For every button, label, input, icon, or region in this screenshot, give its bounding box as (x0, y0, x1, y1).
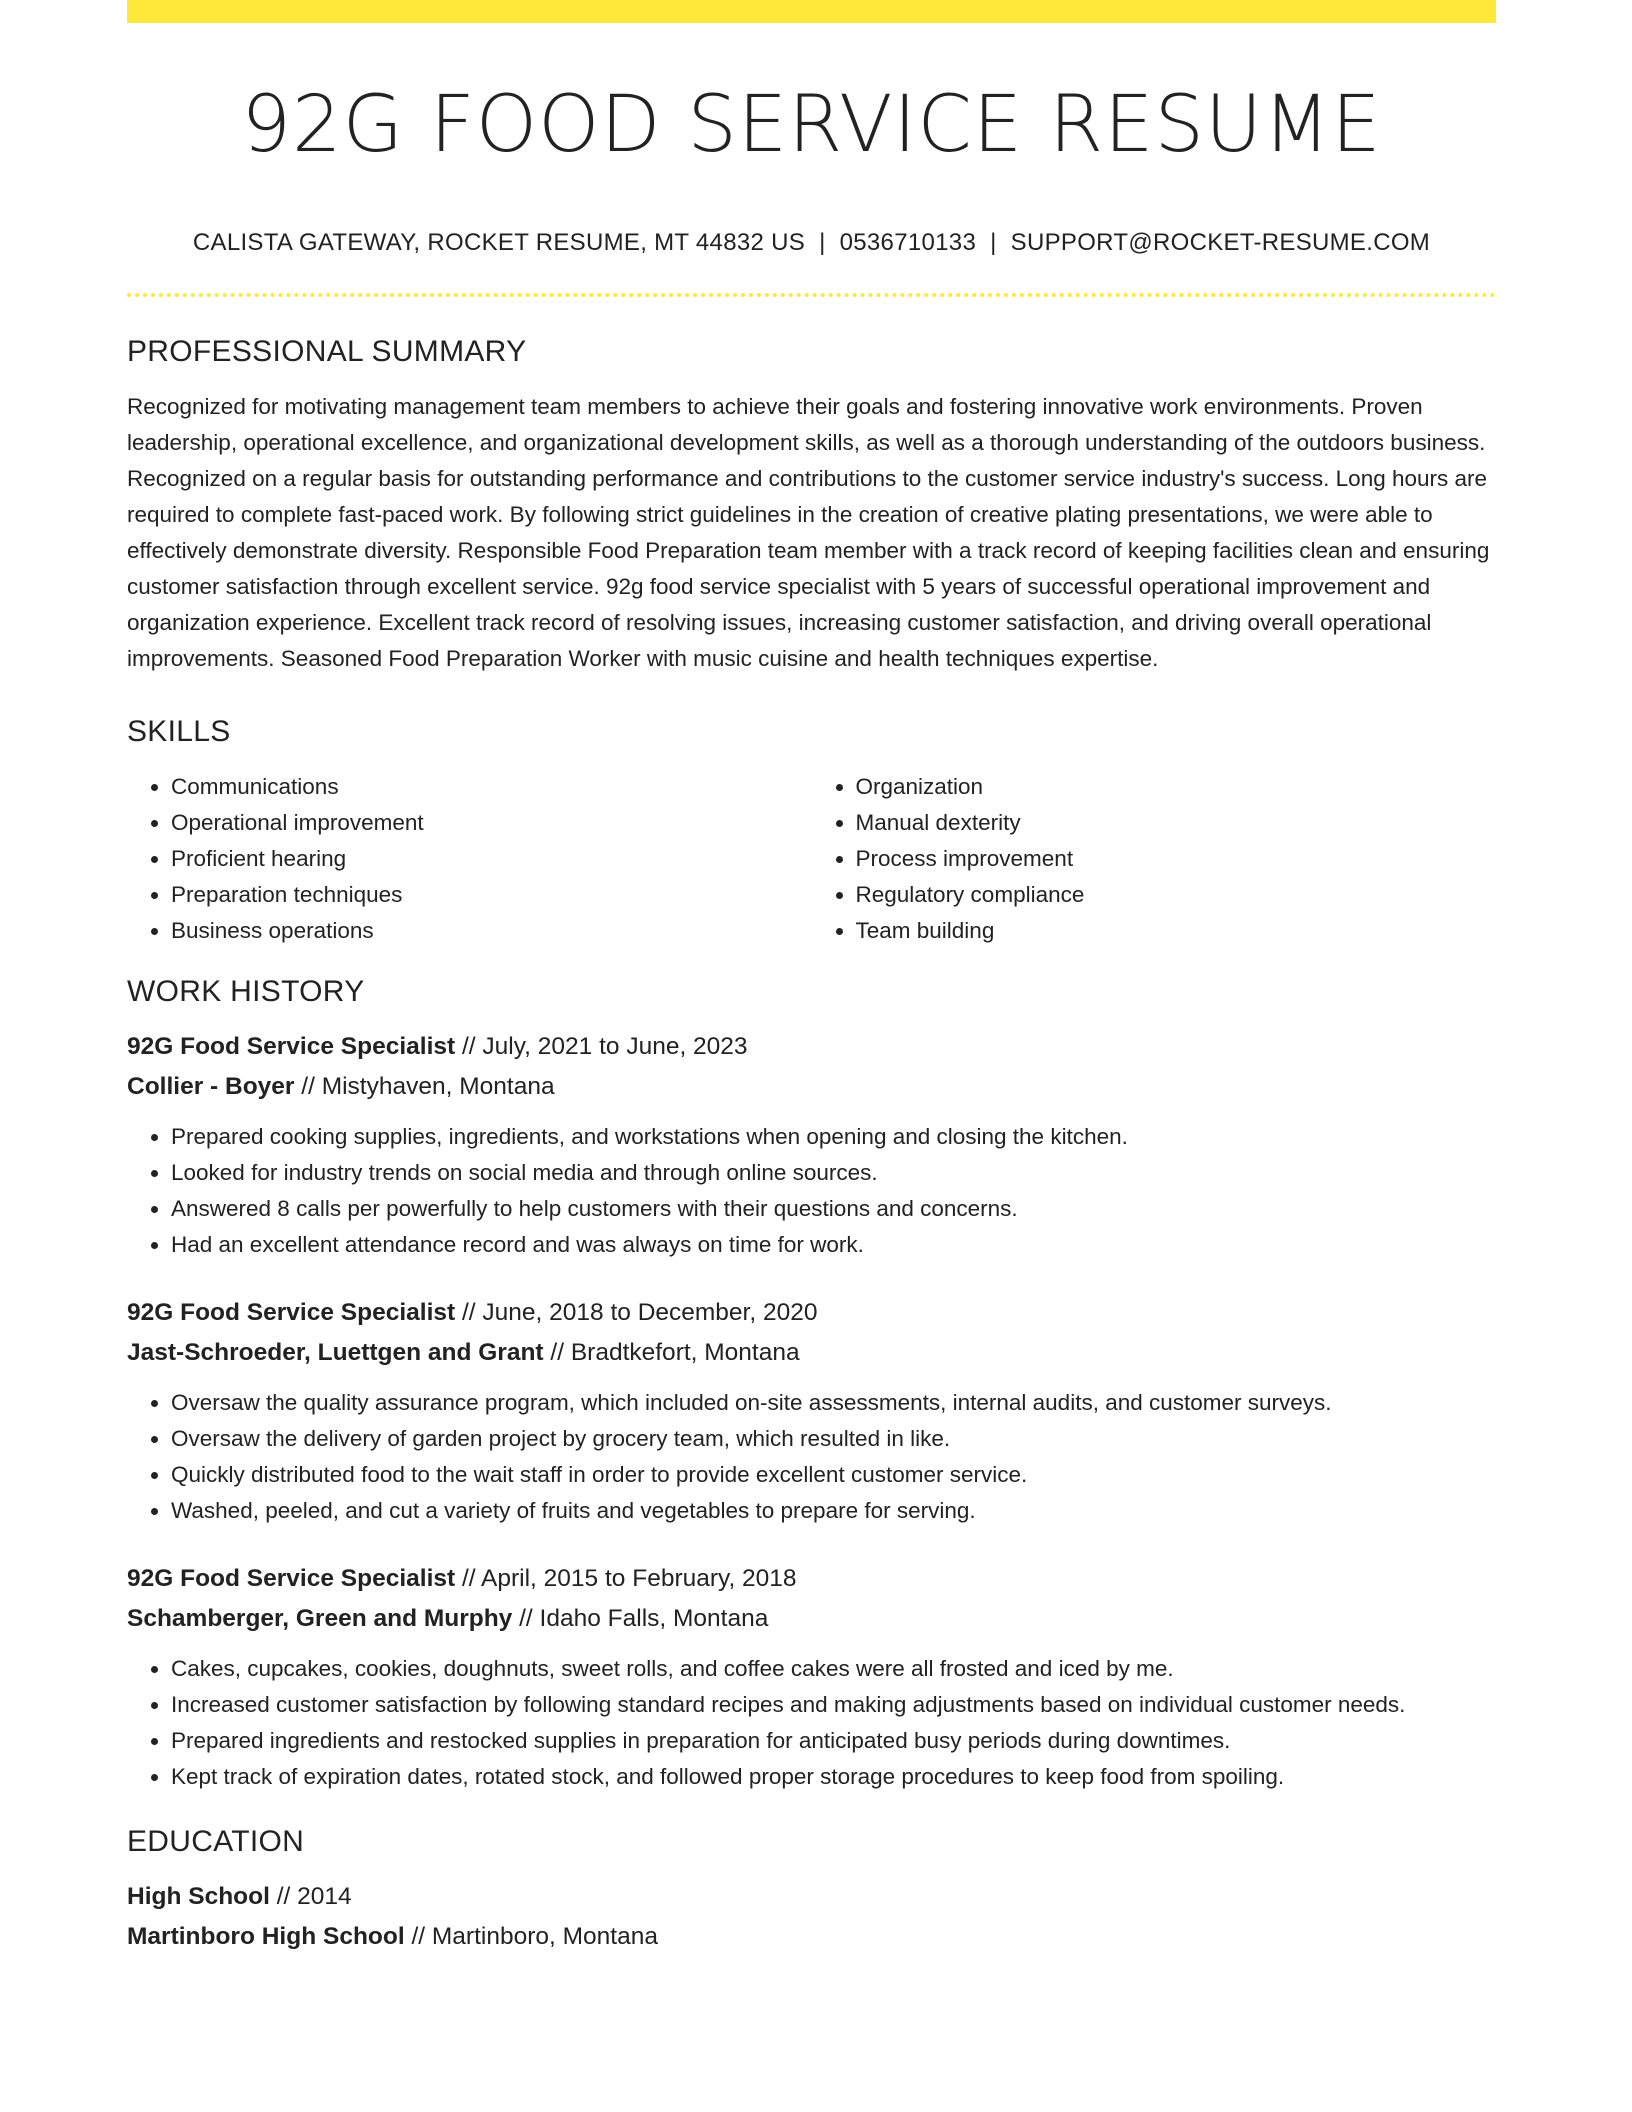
skill-item: • Communications (171, 769, 812, 805)
skills-heading: SKILLS (127, 714, 231, 748)
skill-item: • Operational improvement (171, 805, 812, 841)
job-entry (127, 1559, 1496, 1795)
job-bullet: • Increased customer satisfaction by following standard recipes and making adjustments based on individual customer needs. (171, 1687, 1496, 1723)
skills-column-right (812, 769, 1497, 949)
skill-item: • Proficient hearing (171, 841, 812, 877)
job-title-line (127, 1027, 1496, 1067)
summary-text: Recognized for motivating management team members to achieve their goals and fostering innovative work environments. Proven leadership, operational excellence, and organizational development skills, as well as a thorough understanding of the outdoors business. Recognized on a regular basis for outstanding performance and contributions to the customer service industry's success. Long hours are required to complete fast-paced work. By following strict guidelines in the creation of creative plating presentations, we were able to effectively demonstrate diversity. Responsible Food Preparation team member with a track record of keeping facilities clean and ensuring customer satisfaction through excellent service. 92g food service specialist with 5 years of successful operational improvement and organization experience. Excellent track record of resolving issues, increasing customer satisfaction, and driving overall operational improvements. Seasoned Food Preparation Worker with music cuisine and health techniques expertise. (127, 393, 1490, 671)
skill-item: • Business operations (171, 913, 812, 949)
job-location: // Idaho Falls, Montana (512, 1604, 769, 1632)
job-company-line (127, 1067, 1496, 1107)
job-bullet: • Oversaw the quality assurance program, which included on-site assessments, internal audits, and customer surveys. (171, 1385, 1496, 1421)
job-bullet: • Prepared cooking supplies, ingredients, and workstations when opening and closing the kitchen. (171, 1119, 1496, 1155)
job-title-line (127, 1293, 1496, 1333)
job-entry (127, 1293, 1496, 1529)
skill-item: • Organization (856, 769, 1497, 805)
job-bullet: • Oversaw the delivery of garden project by grocery team, which resulted in like. (171, 1421, 1496, 1457)
job-location: // Mistyhaven, Montana (294, 1072, 555, 1100)
resume-page (127, 0, 1496, 1957)
job-dates: // April, 2015 to February, 2018 (455, 1564, 797, 1592)
job-bullet: • Cakes, cupcakes, cookies, doughnuts, sweet rolls, and coffee cakes were all frosted and iced by me. (171, 1651, 1496, 1687)
address: CALISTA GATEWAY, ROCKET RESUME, MT 44832 US (192, 228, 806, 256)
skill-item: • Team building (856, 913, 1497, 949)
skill-item: • Manual dexterity (856, 805, 1497, 841)
job-bullet: • Washed, peeled, and cut a variety of fruits and vegetables to prepare for serving. (171, 1493, 1496, 1529)
dotted-divider (127, 293, 1496, 297)
email: SUPPORT@ROCKET-RESUME.COM (1010, 228, 1431, 256)
job-title-line (127, 1559, 1496, 1599)
job-bullets (127, 1651, 1496, 1795)
job-dates: // July, 2021 to June, 2023 (455, 1032, 748, 1060)
job-bullet: • Kept track of expiration dates, rotated stock, and followed proper storage procedures to keep food from spoiling. (171, 1759, 1496, 1795)
education-location: // Martinboro, Montana (404, 1922, 658, 1950)
education-degree-line (127, 1877, 1496, 1917)
job-company: Schamberger, Green and Murphy (127, 1604, 513, 1632)
resume-title: 92G FOOD SERVICE RESUME (241, 80, 1382, 170)
phone: 0536710133 (839, 228, 977, 256)
skill-item: • Process improvement (856, 841, 1497, 877)
education-school: Martinboro High School (127, 1922, 405, 1950)
education-school-line (127, 1917, 1496, 1957)
education-heading: EDUCATION (127, 1824, 305, 1858)
job-dates: // June, 2018 to December, 2020 (455, 1298, 818, 1326)
job-bullet: • Prepared ingredients and restocked supplies in preparation for anticipated busy periods during downtimes. (171, 1723, 1496, 1759)
separator: | (990, 228, 997, 256)
skill-item: • Regulatory compliance (856, 877, 1497, 913)
job-bullets (127, 1385, 1496, 1529)
job-bullet: • Looked for industry trends on social media and through online sources. (171, 1155, 1496, 1191)
job-location: // Bradtkefort, Montana (543, 1338, 800, 1366)
job-bullet: • Answered 8 calls per powerfully to help customers with their questions and concerns. (171, 1191, 1496, 1227)
skill-item: • Preparation techniques (171, 877, 812, 913)
job-bullet: • Had an excellent attendance record and was always on time for work. (171, 1227, 1496, 1263)
job-company: Jast-Schroeder, Luettgen and Grant (127, 1338, 544, 1366)
education-degree: High School (127, 1882, 270, 1910)
job-company: Collier - Boyer (127, 1072, 295, 1100)
job-company-line (127, 1333, 1496, 1373)
job-position: 92G Food Service Specialist (127, 1298, 456, 1326)
separator: | (819, 228, 826, 256)
summary-heading: PROFESSIONAL SUMMARY (127, 334, 527, 368)
job-bullet: • Quickly distributed food to the wait staff in order to provide excellent customer service. (171, 1457, 1496, 1493)
job-position: 92G Food Service Specialist (127, 1564, 456, 1592)
skills-list (127, 769, 1496, 949)
work-history-heading: WORK HISTORY (127, 974, 365, 1008)
job-bullets (127, 1119, 1496, 1263)
skills-column-left (127, 769, 812, 949)
job-company-line (127, 1599, 1496, 1639)
contact-line (127, 229, 1496, 257)
accent-bar (127, 0, 1496, 23)
job-position: 92G Food Service Specialist (127, 1032, 456, 1060)
job-entry (127, 1027, 1496, 1263)
education-year: // 2014 (269, 1882, 352, 1910)
